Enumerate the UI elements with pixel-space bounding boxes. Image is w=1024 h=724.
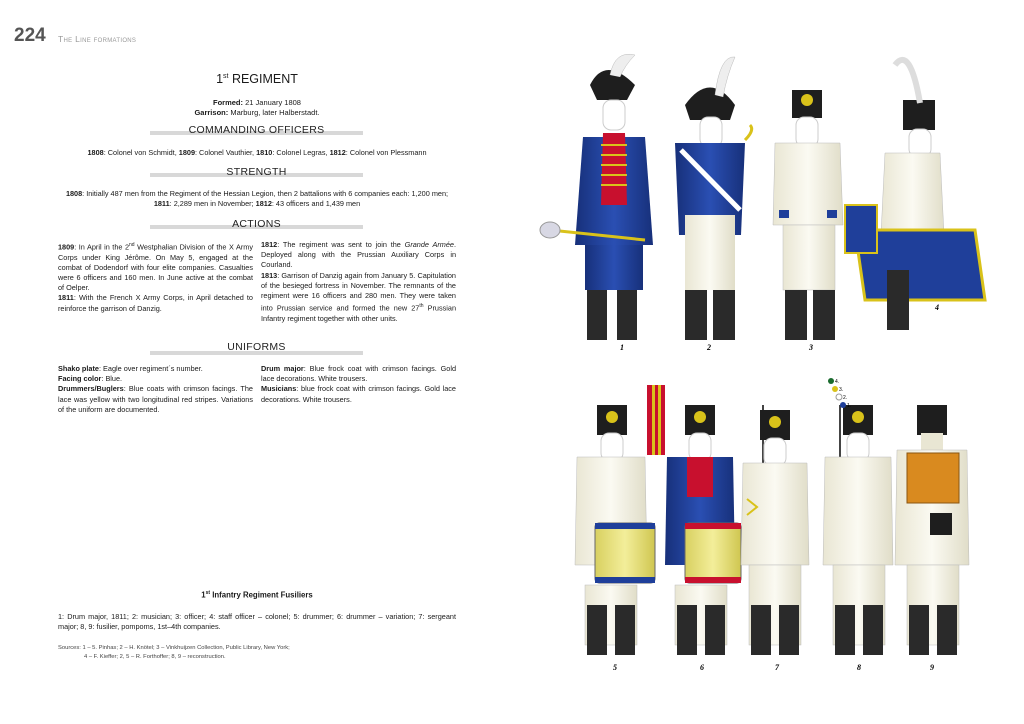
- action-1813-b: Prussian Infantry regiment together with other units.: [261, 303, 456, 323]
- regiment-title-num: 1: [216, 72, 224, 86]
- pompom-2: [836, 394, 842, 400]
- pompom-label-3: 3.: [839, 387, 844, 393]
- drum-hoop: [595, 577, 655, 583]
- pompom-label-1: 1.: [847, 403, 852, 409]
- coat: [823, 457, 893, 565]
- uniforms-left: [58, 364, 253, 415]
- boot-left: [677, 605, 697, 655]
- boot-left: [835, 605, 855, 655]
- lace-base: [647, 385, 665, 455]
- head: [603, 100, 625, 130]
- figure-9-fusilier-back: [895, 405, 969, 655]
- boot-right: [813, 290, 835, 340]
- action-1812-a: : The regiment was sent to join the: [277, 240, 405, 249]
- horn: [745, 125, 752, 140]
- running-head: The Line formations: [58, 34, 137, 44]
- caption-title-rest: Infantry Regiment Fusiliers: [210, 590, 313, 600]
- drum-hoop: [685, 523, 741, 529]
- year-1809: 1809: [178, 148, 195, 157]
- pompom-1: [840, 402, 846, 408]
- boot-right: [713, 290, 735, 340]
- year-1811: 1811: [153, 199, 170, 209]
- plume: [610, 54, 635, 77]
- drum: [595, 523, 655, 583]
- figure-4-staff-officer: [845, 60, 985, 330]
- cuff-left: [779, 210, 789, 218]
- figure-1-drum-major: [540, 54, 653, 340]
- figure-label-5: 5: [613, 663, 617, 672]
- caption-title-sup: st: [205, 590, 211, 596]
- formed-label: Formed:: [213, 98, 244, 107]
- garrison-label: Garrison:: [194, 108, 229, 117]
- formed-value: 21 January 1808: [243, 98, 301, 107]
- year-1811: 1811: [58, 293, 74, 303]
- cartridge-box: [930, 513, 952, 535]
- plastron: [687, 457, 713, 497]
- head: [764, 438, 786, 466]
- shako-plate: [769, 416, 781, 428]
- pompom-3: [832, 386, 838, 392]
- section-heading-strength: STRENGTH: [226, 166, 287, 178]
- uniform-plate-illustration: [535, 45, 995, 685]
- lace-stripe: [652, 385, 655, 455]
- page-number: 224: [14, 25, 46, 46]
- figure-label-2: 2: [707, 343, 711, 352]
- figure-label-1: 1: [620, 343, 624, 352]
- action-1809-sup: nd: [129, 242, 135, 248]
- shako-value: : Eagle over regiment´s number.: [98, 364, 203, 373]
- drummers-value: : Blue coats with crimson facings. The lace was yellow with two longitudinal red stripes. Variations of the uniform are documented.: [58, 384, 253, 414]
- head: [796, 117, 818, 147]
- musicians-label: Musicians: [261, 384, 297, 394]
- year-1813: 1813: [261, 270, 278, 280]
- figure-3-officer: [773, 90, 843, 340]
- pompom-label-2: 2.: [843, 395, 848, 401]
- shako-plate: [852, 411, 864, 423]
- boot-left: [751, 605, 771, 655]
- regiment-title-rest: REGIMENT: [228, 72, 298, 86]
- trousers: [783, 225, 835, 290]
- figure-label-7: 7: [775, 663, 779, 672]
- co-1810: : Colonel Legras,: [272, 148, 330, 157]
- year-1812: 1812: [261, 240, 278, 249]
- commanding-officers-text: [58, 148, 456, 158]
- facing-label: Facing color: [58, 374, 102, 384]
- uniforms-right: [261, 364, 456, 415]
- year-1808: 1808: [87, 148, 104, 157]
- plate-caption-title: [58, 590, 456, 600]
- pompom-4: [828, 378, 834, 384]
- year-1808: 1808: [65, 189, 83, 198]
- sources-line-1: Sources: 1 – 5. Pinhas; 2 – H. Knötel; 3 – Vinkhuijzen Collection, Public Library, New York;: [58, 645, 290, 651]
- regiment-title: [58, 72, 456, 86]
- figure-label-8: 8: [857, 663, 861, 672]
- figure-2-musician: [675, 57, 752, 340]
- sources: [58, 644, 456, 662]
- coat: [741, 463, 809, 565]
- strength-1808: : Initially 487 men from the Regiment of the Hessian Legion, then 2 battalions with 6 companies each: 1,200 men;: [82, 189, 449, 198]
- section-heading-uniforms: UNIFORMS: [227, 341, 286, 353]
- figure-label-9: 9: [930, 663, 934, 672]
- boot-right: [937, 605, 957, 655]
- year-1812: 1812: [255, 199, 272, 209]
- head: [689, 433, 711, 461]
- action-1813-sup: th: [419, 303, 424, 310]
- co-1809: : Colonel Vauthier,: [195, 148, 257, 157]
- boot-left: [909, 605, 929, 655]
- strength-text: [58, 189, 456, 209]
- drummer-lace-swatch: [647, 385, 665, 455]
- boot-right: [705, 605, 725, 655]
- boot-right: [617, 290, 637, 340]
- boot-left: [685, 290, 707, 340]
- shako-label: Shako plate: [58, 364, 99, 373]
- shako: [917, 405, 947, 435]
- figure-6-drummer-variation: [665, 405, 741, 655]
- pompom-label-4: 4.: [835, 379, 840, 385]
- figure-label-4: 4: [935, 303, 939, 312]
- action-1812-b: . Deployed along with the Prussian Auxiliary Corps in Courland.: [261, 240, 457, 270]
- uniforms-columns: [58, 364, 456, 415]
- co-1812: : Colonel von Plessmann: [345, 148, 427, 157]
- actions-left: [58, 240, 253, 324]
- figure-7-sergeant-major: [741, 405, 809, 655]
- drum-hoop: [685, 577, 741, 583]
- boot: [887, 270, 909, 330]
- garrison-value: Marburg, later Halberstadt.: [228, 108, 320, 117]
- formed-line: [58, 98, 456, 108]
- shako-plate: [606, 411, 618, 423]
- boot-right: [779, 605, 799, 655]
- plastron: [601, 133, 627, 205]
- action-1811: : With the French X Army Corps, in April detached to reinforce the garrison of Danzig.: [58, 293, 253, 313]
- caption-title-num: 1: [201, 590, 206, 600]
- plate-legend: 1: Drum major, 1811; 2: musician; 3: officer; 4: staff officer – colonel; 5: drummer; 6: drummer – variation; 7: sergeant major; 8, 9: fusilier, pompoms, 1st–4th companies.: [58, 612, 456, 631]
- drummers-label: Drummers/Buglers: [58, 384, 124, 394]
- head: [700, 117, 722, 147]
- figure-label-6: 6: [700, 663, 704, 672]
- strength-1811: : 2,289 men in November;: [169, 199, 256, 209]
- trousers: [685, 215, 735, 290]
- sources-line-2: 4 – F. Kieffer; 2, 5 – R. Forthoffer; 8, 9 – reconstruction.: [84, 654, 226, 660]
- drum-major-value: : Blue frock coat with crimson facings. Gold lace decorations. White trousers.: [261, 364, 457, 384]
- actions-columns: [58, 240, 456, 324]
- year-1810: 1810: [256, 148, 273, 157]
- action-1813-a: : Garrison of Danzig again from January 5. Capitulation of the besieged fortress in November. The remnants of the regiment were 16 officers and 280 men. They were taken into Prussian service and formed the new 27: [261, 270, 456, 313]
- figure-8-fusilier: [823, 378, 893, 655]
- regiment-info: [58, 98, 456, 118]
- cuff-right: [827, 210, 837, 218]
- drum-major-label: Drum major: [261, 364, 304, 373]
- musicians-value: : blue frock coat with crimson facings. Gold lace decorations. White trousers.: [261, 384, 456, 404]
- boot-left: [587, 605, 607, 655]
- actions-right: [261, 240, 456, 324]
- shako: [903, 100, 935, 130]
- mace-head: [540, 222, 560, 238]
- lace-stripe: [658, 385, 661, 455]
- section-heading-commanding-officers: COMMANDING OFFICERS: [188, 124, 325, 136]
- plume: [715, 57, 735, 97]
- garrison-line: [58, 108, 456, 118]
- trousers: [585, 245, 643, 290]
- figure-5-drummer: [575, 405, 655, 655]
- knapsack: [907, 453, 959, 503]
- co-1808: : Colonel von Schmidt,: [103, 148, 179, 157]
- boot-left: [587, 290, 607, 340]
- year-1809: 1809: [58, 242, 75, 252]
- figure-label-3: 3: [809, 343, 813, 352]
- action-1809-b: Westphalian Division of the X Army Corps under King Jérôme. On May 5, engaged at the combat of Dodendorf with four elite companies. Casualties were 6 officers and 160 men. In June active at the combat of Oelper.: [58, 242, 254, 293]
- sabretache: [845, 205, 877, 253]
- action-1809-a: : In April in the 2: [74, 242, 130, 252]
- drum-hoop: [595, 523, 655, 529]
- regiment-title-sup: st: [223, 72, 229, 80]
- bicorne-hat: [685, 88, 735, 121]
- shako-plate: [801, 94, 813, 106]
- boot-right: [863, 605, 883, 655]
- boot-left: [785, 290, 807, 340]
- drum: [685, 523, 741, 583]
- shako-plate: [694, 411, 706, 423]
- section-heading-actions: ACTIONS: [232, 218, 281, 230]
- year-1812: 1812: [329, 148, 346, 157]
- facing-value: : Blue.: [101, 374, 123, 384]
- boot-right: [615, 605, 635, 655]
- plume: [895, 60, 920, 103]
- action-1812-italic: Grande Armée: [404, 240, 454, 249]
- strength-1812: : 43 officers and 1,439 men: [271, 199, 361, 209]
